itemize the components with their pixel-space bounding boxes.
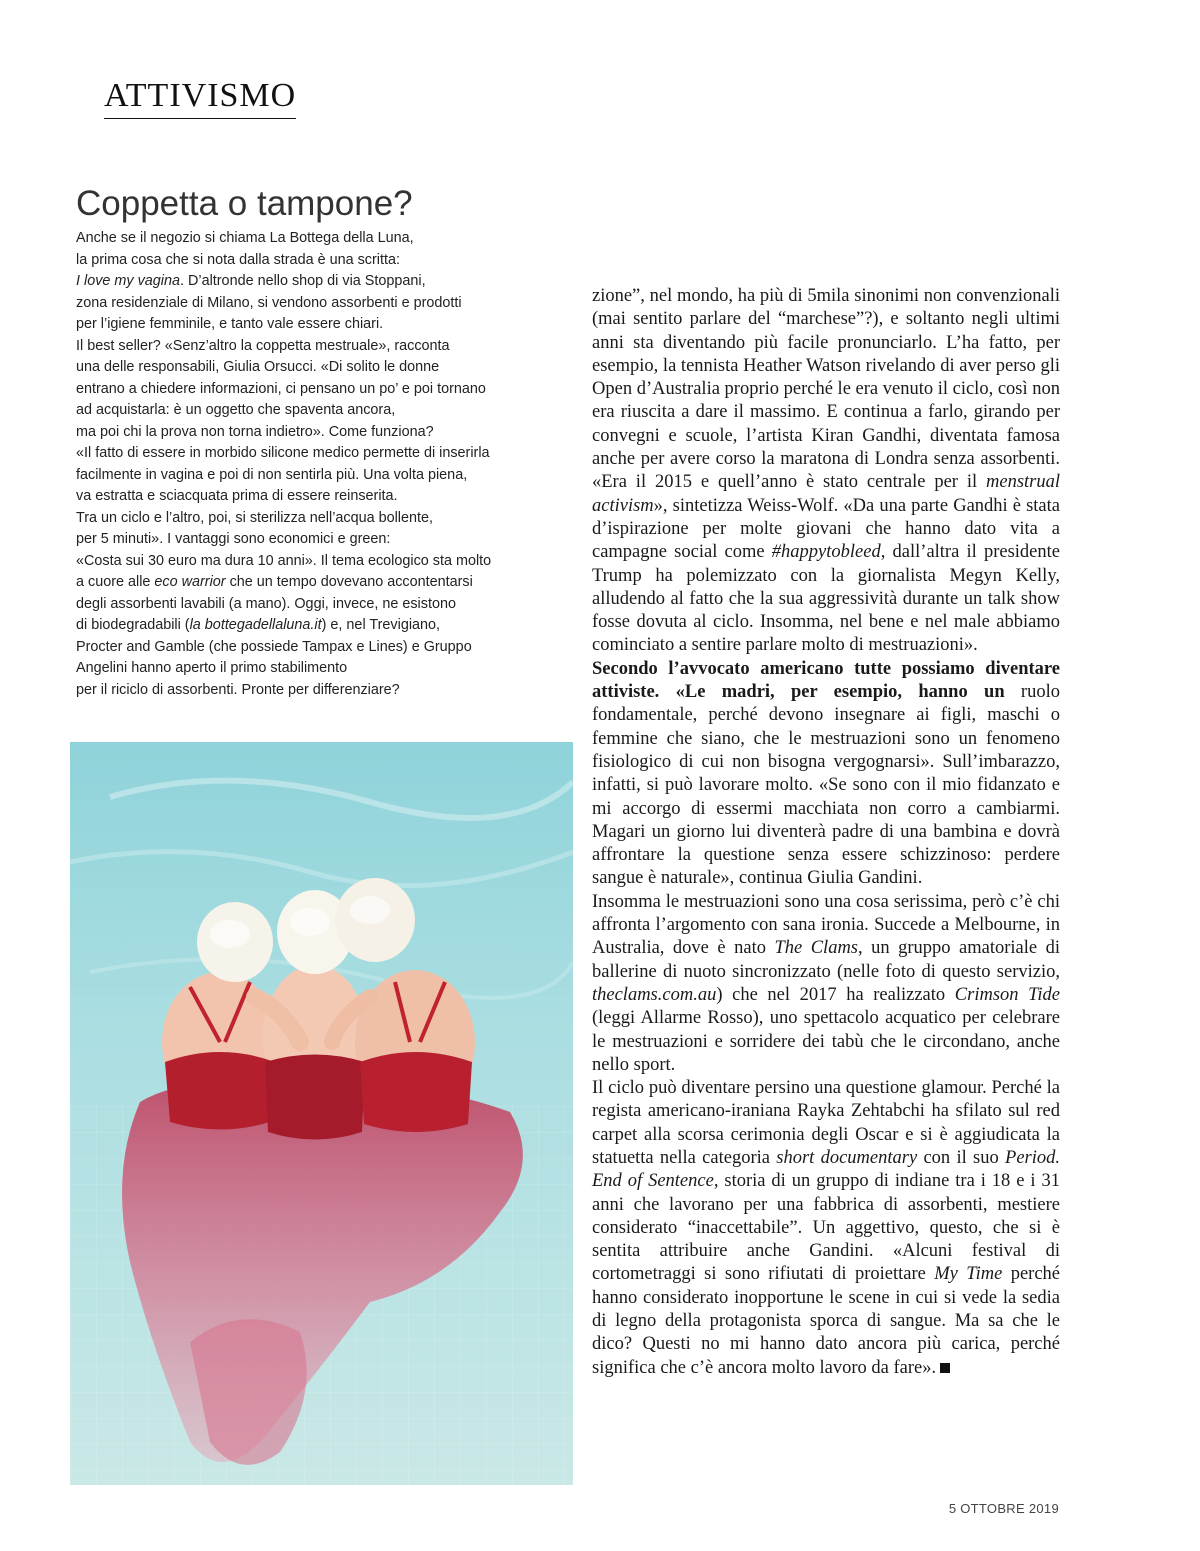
text-run: degli assorbenti lavabili (a mano). Oggi, invece, ne esistono [76,595,456,612]
text-run: di biodegradabili ( [76,617,190,633]
text-run: per 5 minuti». I vantaggi sono economici e green: [76,531,391,547]
text-run: Tra un ciclo e l’altro, poi, si sterilizza nell’acqua bollente, [76,509,434,526]
sidebar-line [76,443,556,465]
sidebar-line [76,314,556,336]
sidebar-line [76,486,556,508]
issue-date: 5 OTTOBRE 2019 [948,1501,1059,1516]
text-run: una delle responsabili, Giulia Orsucci. «Di solito le donne [76,359,440,375]
text-run: I love my vagina [76,273,180,289]
sidebar-line [76,658,556,680]
text-run: ruolo fondamentale, perché devono insegnare ai figli, maschi o femmine che siano, che le mestruazioni sono un fenomeno fisiologico di cui non bisogna vergognarsi». Sull’imbarazzo, infatti, si può lavorare molto. «Se sono con il mio fidanzato e mi accorgo di essermi macchiata non corro a cambiarmi. Magari un giorno lui diventerà padre di una bambina e dovrà affrontare la questione senza essere schizzinoso: perdere sangue è naturale», continua Giulia Gandini. [592,682,1060,889]
text-run: per l’igiene femminile, e tanto vale essere chiari. [76,316,384,332]
sidebar-line [76,615,556,637]
text-run: a cuore alle [76,574,155,590]
text-run: la prima cosa che si nota dalla strada è una scritta: [76,251,400,268]
text-run: Crimson Tide [954,984,1060,1005]
sidebar-line [76,336,556,358]
sidebar-line [76,594,556,616]
article-paragraph [592,891,1060,1077]
text-run: facilmente in vagina e poi di non sentirla più. Una volta piena, [76,466,468,483]
text-run: , dall’altra il presidente Trump ha polemizzato con la giornalista Megyn Kelly, alludendo al fatto che la sua aggressività durante un talk show fosse dovuta al ciclo. Insomma, nel bene e nel male abbiamo cominciato a sentire parlare molto di mestruazioni». [592,542,1060,656]
text-run: zona residenziale di Milano, si vendono assorbenti e prodotti [76,294,462,311]
end-of-article-mark [940,1363,950,1373]
text-run: #happytobleed [771,542,881,563]
text-run: Il best seller? «Senz’altro la coppetta mestruale», racconta [76,337,450,354]
sidebar-line [76,379,556,401]
sidebar-line [76,465,556,487]
main-article-column [592,285,1060,1380]
text-run: Il ciclo può diventare persino una questione glamour. Perché la regista americano-iraniana Rayka Zehtabchi ha sfilato sul red carpet alla scorsa cerimonia degli Oscar e si è aggiudicata la statuetta nella categoria [592,1078,1060,1168]
text-run: eco warrior [154,574,226,590]
text-run: (leggi Allarme Rosso), uno spettacolo acquatico per celebrare le mestruazioni e sorridere dei tabù che le circondano, anche nello sport. [592,1008,1060,1075]
sidebar-line [76,637,556,659]
text-run: . D’altronde nello shop di via Stoppani, [179,273,426,289]
sidebar-line [76,228,556,250]
sidebar-line [76,271,556,293]
text-run: , un gruppo amatoriale di ballerine di nuoto sincronizzato (nelle foto di questo servizio, [592,938,1060,982]
sidebar-line [76,551,556,573]
sidebar-line [76,680,556,702]
text-run: theclams.com.au [592,984,717,1005]
sidebar-line [76,529,556,551]
text-run: ) che nel 2017 ha realizzato [716,984,955,1005]
text-run: ad acquistarla: è un oggetto che spaventa ancora, [76,402,396,418]
text-run: My Time [934,1264,1003,1285]
section-tag: ATTIVISMO [104,76,296,119]
text-run: short documentary [776,1147,918,1168]
text-run: che un tempo dovevano accontentarsi [225,574,473,590]
sidebar-line [76,508,556,530]
text-run: menstrual activism [592,472,1060,516]
sidebar-body [76,228,556,701]
text-run: Procter and Gamble (che possiede Tampax e Lines) e Gruppo [76,638,472,655]
sidebar-line [76,572,556,594]
sidebar-line [76,293,556,315]
text-run: «Il fatto di essere in morbido silicone medico permette di inserirla [76,445,490,461]
text-run: va estratta e sciacquata prima di essere reinserita. [76,488,398,504]
text-run: The Clams [774,938,859,959]
text-run: Angelini hanno aperto il primo stabilimento [76,660,348,676]
sidebar-line [76,357,556,379]
text-run: per il riciclo di assorbenti. Pronte per differenziare? [76,681,400,698]
text-run: ) e, nel Trevigiano, [321,617,441,633]
text-run: ma poi chi la prova non torna indietro». Come funziona? [76,423,434,440]
text-run: , storia di un gruppo di indiane tra i 18 e i 31 anni che lavorano per una fabbrica di assorbenti, mestiere considerato “inaccettabile”. Un aggettivo, questo, che si è sentita attribuire anche Gandini. «Alcuni festival di cortometraggi si sono rifiutati di proiettare [592,1171,1060,1285]
sidebar-line [76,400,556,422]
text-run: «Costa sui 30 euro ma dura 10 anni». Il tema ecologico sta molto [76,552,492,569]
text-run: zione”, nel mondo, ha più di 5mila sinonimi non convenzionali (mai sentito parlare del “marchese”?), e soltanto negli ultimi anni sta diventando più facile pronunciarlo. L’ha fatto, per esempio, la tennista Heather Watson rivelando di aver perso gli Open d’Australia proprio perché le era venuto il ciclo, così non era riuscita a dare il massimo. E continua a farlo, girando per convegni e scuole, l’artista Kiran Gandhi, diventata famosa anche per avere corso la maratona di Londra senza assorbenti. «Era il 2015 e quell’anno è stato centrale per il [592,286,1060,493]
sidebar-line [76,250,556,272]
text-run: Secondo l’avvocato americano tutte possiamo diventare attiviste. «Le madri, per esempio, hanno un [592,658,1060,703]
article-paragraph [592,285,1060,658]
sidebar-title: Coppetta o tampone? [76,184,413,223]
sidebar-line [76,422,556,444]
article-paragraph [592,658,1060,891]
text-run: perché hanno considerato inopportune le scene in cui si vede la sedia di legno della protagonista sporca di sangue. Ma sa che le dico? Questi no mi hanno dato ancora più carica, perché significa che c’è ancora molto lavoro da fare». [592,1264,1060,1378]
synchronized-swimmers-photo [70,742,573,1485]
article-paragraph [592,1077,1060,1380]
text-run: », sintetizza Weiss-Wolf. «Da una parte Gandhi è stata d’ispirazione per molte giovani che hanno dato vita a campagne social come [592,495,1060,563]
text-run: Anche se il negozio si chiama La Bottega della Luna, [76,230,414,246]
text-run: la bottegadellaluna.it [189,617,322,633]
text-run: con il suo [917,1147,1006,1168]
text-run: Insomma le mestruazioni sono una cosa serissima, però c’è chi affronta l’argomento con sana ironia. Succede a Melbourne, in Australia, dove è nato [592,891,1060,959]
text-run: entrano a chiedere informazioni, ci pensano un po’ e poi tornano [76,380,486,397]
text-run: Period. End of Sentence [592,1147,1060,1192]
